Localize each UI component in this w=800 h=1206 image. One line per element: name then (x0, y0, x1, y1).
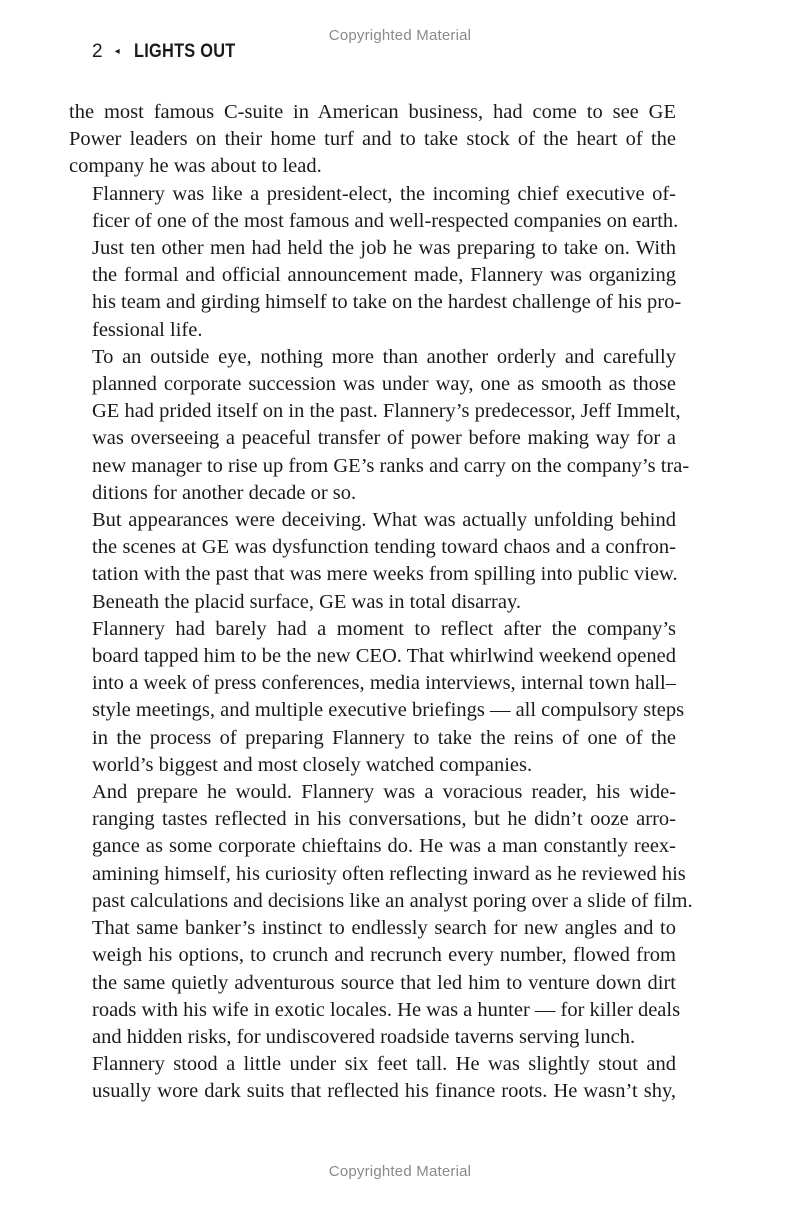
text-line: in the process of preparing Flannery to take the reins of one of the (92, 726, 676, 749)
page-number: 2 (92, 41, 103, 62)
text-line: Power leaders on their home turf and to take stock of the heart of the (69, 128, 676, 151)
text-line: fessional life. (92, 318, 203, 341)
text-line: tation with the past that was mere weeks from spilling into public view. (92, 563, 678, 586)
text-line: ditions for another decade or so. (92, 481, 357, 504)
paragraph (69, 779, 693, 915)
text-line: To an outside eye, nothing more than another orderly and carefully (92, 345, 676, 368)
text-line: But appearances were deceiving. What was actually unfolding behind (92, 509, 676, 532)
text-line: amining himself, his curiosity often reflecting inward as he reviewed his (92, 862, 686, 885)
text-line: usually wore dark suits that reflected his finance roots. He wasn’t shy, (92, 1080, 676, 1103)
left-arrow-icon: ◂ (114, 45, 120, 57)
text-line: That same banker’s instinct to endlessly search for new angles and to (92, 917, 676, 940)
text-line: the scenes at GE was dysfunction tending toward chaos and a confron- (92, 536, 676, 559)
text-line: board tapped him to be the new CEO. That whirlwind weekend opened (92, 645, 676, 668)
page-body-text (69, 99, 693, 1106)
text-line: company he was about to lead. (69, 155, 322, 178)
copyright-watermark-bottom: Copyrighted Material (328, 1163, 472, 1180)
text-line: the most famous C-suite in American business, had come to see GE (69, 101, 676, 123)
text-line: past calculations and decisions like an analyst poring over a slide of film. (92, 889, 693, 912)
running-head-title: LIGHTS OUT (133, 41, 236, 62)
text-line: weigh his options, to crunch and recrunch every number, flowed from (92, 944, 676, 967)
paragraph (69, 181, 682, 344)
text-line: was overseeing a peaceful transfer of power before making way for a (92, 427, 676, 450)
text-line: Flannery stood a little under six feet tall. He was slightly stout and (92, 1053, 676, 1076)
text-line: new manager to rise up from GE’s ranks and carry on the company’s tra- (92, 454, 690, 477)
paragraph (69, 507, 676, 616)
paragraph (69, 344, 690, 507)
text-line: Flannery was like a president-elect, the incoming chief executive of- (92, 182, 676, 205)
text-line: Flannery had barely had a moment to reflect after the company’s (92, 617, 676, 640)
text-line: gance as some corporate chieftains do. He was a man constantly reex- (92, 835, 676, 858)
text-line: and hidden risks, for undiscovered roadside taverns serving lunch. (92, 1025, 636, 1048)
text-line: Beneath the placid surface, GE was in total disarray. (92, 590, 522, 613)
text-line: GE had prided itself on in the past. Flannery’s predecessor, Jeff Immelt, (92, 400, 681, 423)
text-line: ranging tastes reflected in his conversations, but he didn’t ooze arro- (92, 808, 676, 831)
text-line: his team and girding himself to take on the hardest challenge of his pro- (92, 291, 682, 314)
running-head (92, 41, 252, 63)
text-line: into a week of press conferences, media interviews, internal town hall– (92, 672, 676, 695)
text-line: style meetings, and multiple executive briefings — all compulsory steps (92, 699, 685, 722)
text-line: the formal and official announcement made, Flannery was organizing (92, 264, 676, 287)
text-line: And prepare he would. Flannery was a voracious reader, his wide- (92, 781, 676, 804)
text-line: planned corporate succession was under way, one as smooth as those (92, 373, 676, 396)
paragraph (69, 915, 681, 1051)
text-line: world’s biggest and most closely watched companies. (92, 753, 533, 776)
paragraph (69, 99, 676, 181)
paragraph (69, 1051, 676, 1105)
paragraph (69, 616, 685, 779)
text-line: ficer of one of the most famous and well-respected companies on earth. (92, 209, 679, 232)
text-line: roads with his wife in exotic locales. He was a hunter — for killer deals (92, 998, 681, 1021)
text-line: Just ten other men had held the job he was preparing to take on. With (92, 237, 676, 260)
copyright-watermark-top: Copyrighted Material (328, 27, 472, 44)
text-line: the same quietly adventurous source that led him to venture down dirt (92, 971, 676, 994)
